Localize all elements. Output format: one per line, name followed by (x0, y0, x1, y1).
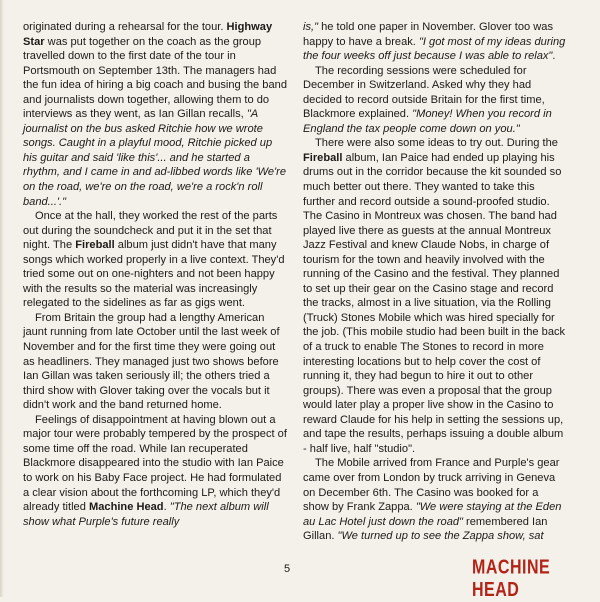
paragraph (23, 413, 287, 529)
quote-text: "A journalist on the bus asked Ritchie how we wrote songs. Caught in a playful mood, Ritchie picked up his guitar and said 'like this'... and he started a rhythm, and I came in and ad-libbed words like 'We're on the road, we're on the road, we're a rock'n roll band...'." (23, 108, 287, 208)
left-column (23, 20, 287, 529)
paragraph (303, 456, 567, 543)
text-run: There were also some ideas to try out. During the (315, 137, 558, 150)
bold-text: Highway Star (23, 21, 273, 48)
quote-text: "We turned up to see the Zappa show, sat (337, 530, 544, 543)
text-run: From Britain the group had a lengthy American jaunt running from late October until the last week of November and for the first time they were going out as headliners. They managed just two shows before Ian Gillan was taken seriously ill; the others tried a third show with Glover taking over the vocals but it didn't work and the band returned home. (23, 311, 280, 412)
text-run: album just didn't have that many songs which worked properly in a live context. They'd tried some out on one-nighters and not been happy with the results so the material was increasingly relegated to the sidelines as far as gigs went. (23, 239, 285, 310)
text-run: was put together on the coach as the group travelled down to the first date of the tour in Portsmouth on September 13th. The managers had the fun idea of hiring a big coach and busing the band and journalists down together, allowing them to do interviews as they went, as Ian Gillan recalls, (23, 35, 287, 121)
text-run: album, Ian Paice had ended up playing his drums out in the corridor because the kit sounded so much better out there. They wanted to take this further and record outside a sound-proofed studio. The Casino in Montreux was chosen. The band had played live there as guests at the annual Montreux Jazz Festival and knew Claude Nobs, in charge of tourism for the town and heavily involved with the running of the Casino and the festival. They planned to set up their gear on the Casino stage and record the tracks, almost in a live situation, via the Rolling (Truck) Stones Mobile which was hired specially for the job. (This mobile studio had been built in the back of a truck to enable The Stones to record in more interesting locations but to help cover the cost of running it, they had begun to hire it out to other groups). There was even a proposal that the group would later play a proper live show in the Casino to reward Claude for his help in setting the sessions up, and tape the results, perhaps issuing a double album - half live, half "studio". (303, 151, 566, 455)
text-run: . (163, 501, 170, 514)
text-run: The Mobile arrived from France and Purple's gear came over from London by truck arriving in Geneva on December 6th. The Casino was booked for a show by Frank Zappa. (303, 457, 560, 514)
paragraph (303, 20, 567, 64)
paragraph (23, 20, 287, 209)
paragraph (303, 64, 567, 137)
machine-head-logo: MACHINE HEAD (472, 557, 551, 601)
quote-text: "We were staying at the Eden au Lac Hotel just down the road" (303, 501, 562, 528)
text-run: remembered Ian Gillan. (303, 515, 548, 543)
page-number: 5 (284, 563, 291, 575)
bold-text: Fireball (303, 151, 343, 164)
quote-text: is," (303, 21, 319, 33)
scan-edge-shadow (0, 0, 4, 597)
paragraph (303, 136, 567, 456)
paragraph (23, 311, 287, 413)
text-run: . (552, 50, 556, 63)
right-column (303, 20, 567, 544)
text-run: Once at the hall, they worked the rest of the parts out during the soundcheck and put it in the set that night. The (23, 210, 278, 252)
paragraph (23, 209, 287, 311)
text-run: The recording sessions were scheduled for December in Switzerland. Asked why they had decided to record outside Britain for the first time, Blackmore explained. (303, 64, 545, 121)
text-run: he told one paper in November. Glover too was happy to have a break. (303, 21, 553, 48)
bold-text: Machine Head (88, 501, 164, 514)
quote-text: "I got most of my ideas during the four weeks off just because I was able to relax" (303, 35, 566, 63)
text-run: originated during a rehearsal for the tour. (23, 21, 227, 33)
quote-text: "Money! When you record in England the tax people come down on you." (303, 108, 552, 135)
bold-text: Fireball (75, 239, 115, 252)
text-run: Feelings of disappointment at having blown out a major tour were probably tempered by the prospect of some time off the road. While Ian recuperated Blackmore disappeared into the studio with Ian Paice to work on his Baby Face project. He had formulated a clear vision about the forthcoming LP, which they'd already titled (23, 413, 287, 514)
quote-text: "The next album will show what Purple's future really (23, 501, 269, 528)
